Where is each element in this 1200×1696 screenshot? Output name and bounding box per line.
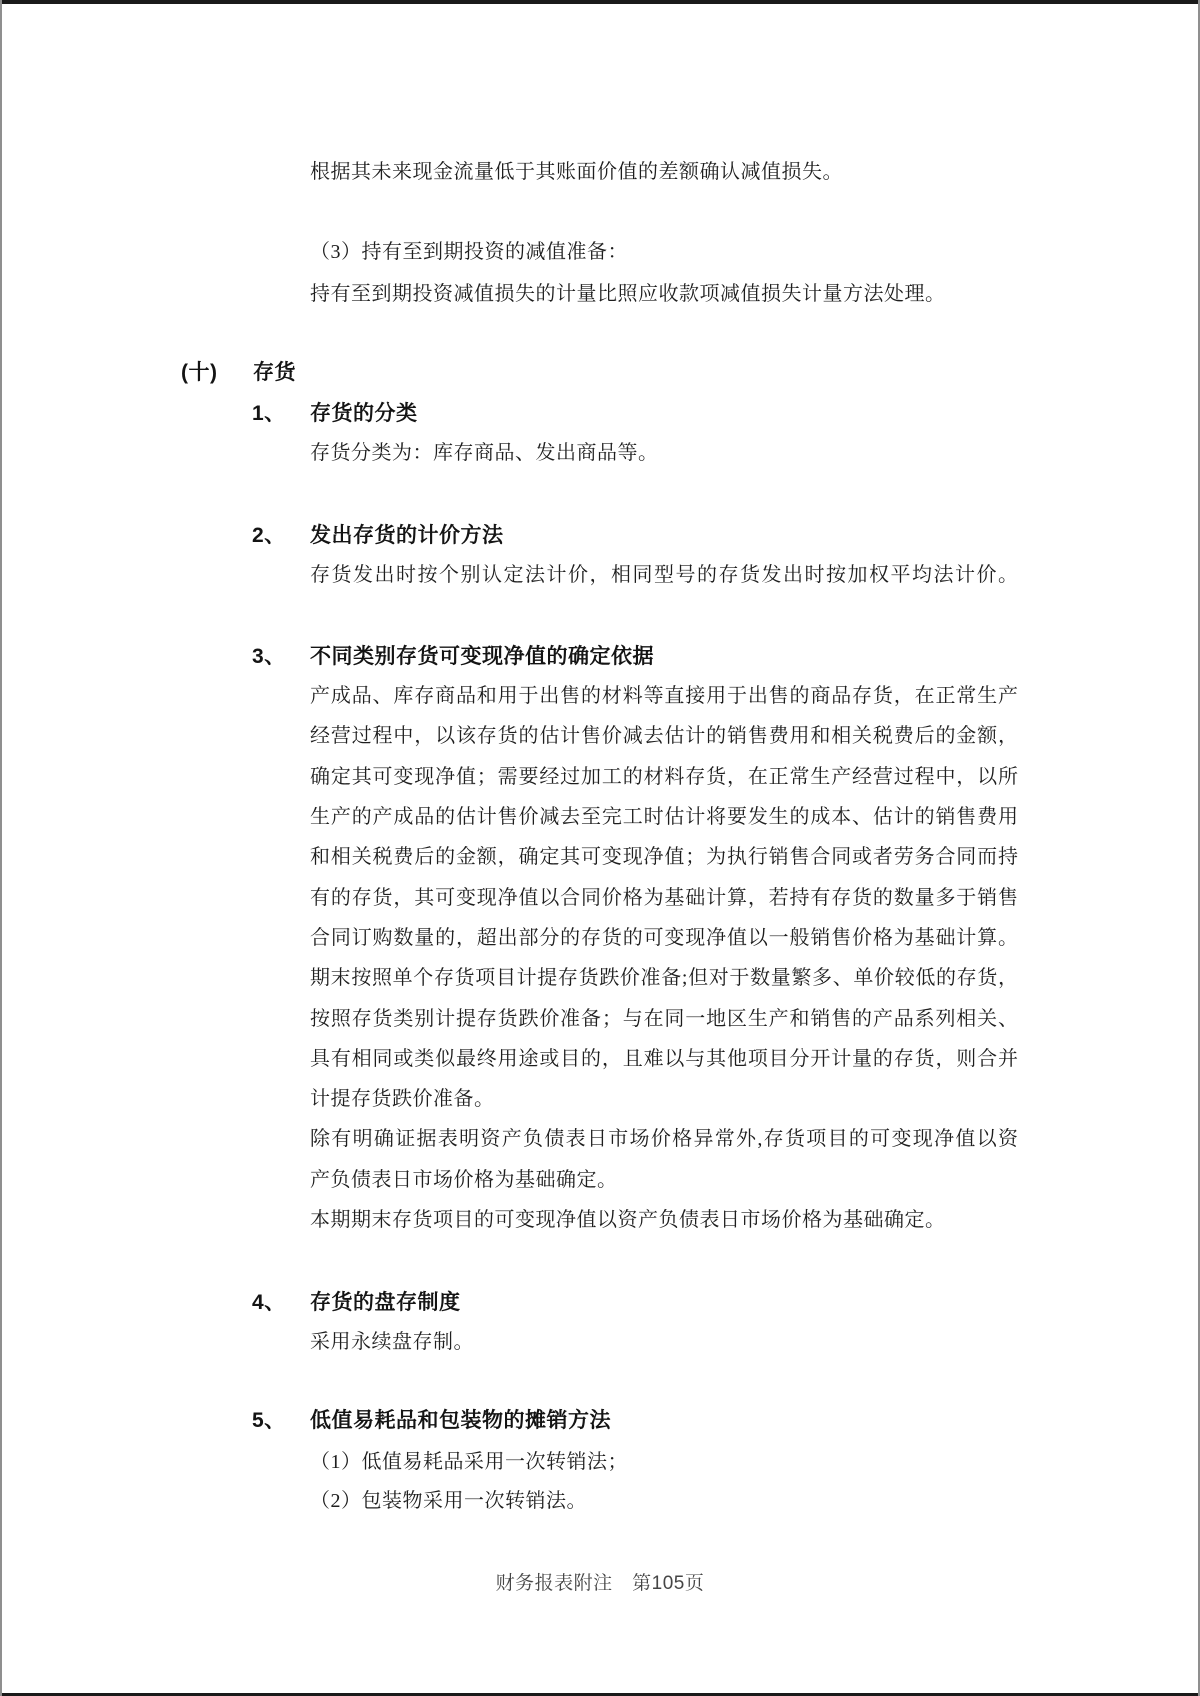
item-4-title: 存货的盘存制度 [310,1291,461,1314]
scan-edge-left [0,0,2,1696]
item-3-line: 除有明确证据表明资产负债表日市场价格异常外,存货项目的可变现净值以资 [310,1128,1018,1150]
item-5-sub-1: （1）低值易耗品采用一次转销法； [310,1451,628,1473]
item-2-body: 存货发出时按个别认定法计价，相同型号的存货发出时按加权平均法计价。 [310,564,1018,586]
item-3-line: 有的存货，其可变现净值以合同价格为基础计算，若持有存货的数量多于销售 [310,887,1018,909]
item-3-line: 经营过程中，以该存货的估计售价减去估计的销售费用和相关税费后的金额， [310,725,1018,747]
item-3-line: 具有相同或类似最终用途或目的，且难以与其他项目分开计量的存货，则合并 [310,1048,1018,1070]
item-3-line: 产负债表日市场价格为基础确定。 [310,1169,618,1191]
item-3-title: 不同类别存货可变现净值的确定依据 [310,645,654,668]
item-2-number: 2、 [252,524,286,547]
item-5-number: 5、 [252,1409,286,1432]
scan-edge-top [0,0,1200,4]
item-3-line: 期末按照单个存货项目计提存货跌价准备;但对于数量繁多、单价较低的存货， [310,967,1018,989]
intro-line: 持有至到期投资减值损失的计量比照应收款项减值损失计量方法处理。 [310,283,946,305]
item-3-line: 产成品、库存商品和用于出售的材料等直接用于出售的商品存货，在正常生产 [310,685,1018,707]
item-5-title: 低值易耗品和包装物的摊销方法 [310,1409,611,1432]
item-3-line: 合同订购数量的，超出部分的存货的可变现净值以一般销售价格为基础计算。 [310,927,1018,949]
intro-line: 根据其未来现金流量低于其账面价值的差额确认减值损失。 [310,161,843,183]
item-1-title: 存货的分类 [310,402,418,425]
section-title: 存货 [253,361,296,384]
intro-subheading-3: （3）持有至到期投资的减值准备： [310,241,628,263]
item-1-number: 1、 [252,402,286,425]
item-3-line: 计提存货跌价准备。 [310,1088,495,1110]
item-3-line: 生产的产成品的估计售价减去至完工时估计将要发生的成本、估计的销售费用 [310,806,1018,828]
item-1-body: 存货分类为：库存商品、发出商品等。 [310,442,659,464]
item-2-title: 发出存货的计价方法 [310,524,504,547]
item-3-line: 按照存货类别计提存货跌价准备；与在同一地区生产和销售的产品系列相关、 [310,1008,1018,1030]
page-footer: 财务报表附注 第105页 [495,1573,705,1594]
section-label: (十) [181,361,218,384]
item-3-line: 和相关税费后的金额，确定其可变现净值；为执行销售合同或者劳务合同而持 [310,846,1018,868]
item-3-line: 本期期末存货项目的可变现净值以资产负债表日市场价格为基础确定。 [310,1209,946,1231]
item-3-number: 3、 [252,645,286,668]
item-4-number: 4、 [252,1291,286,1314]
item-5-sub-2: （2）包装物采用一次转销法。 [310,1490,587,1512]
item-3-line: 确定其可变现净值；需要经过加工的材料存货，在正常生产经营过程中，以所 [310,766,1018,788]
item-4-body: 采用永续盘存制。 [310,1331,474,1353]
